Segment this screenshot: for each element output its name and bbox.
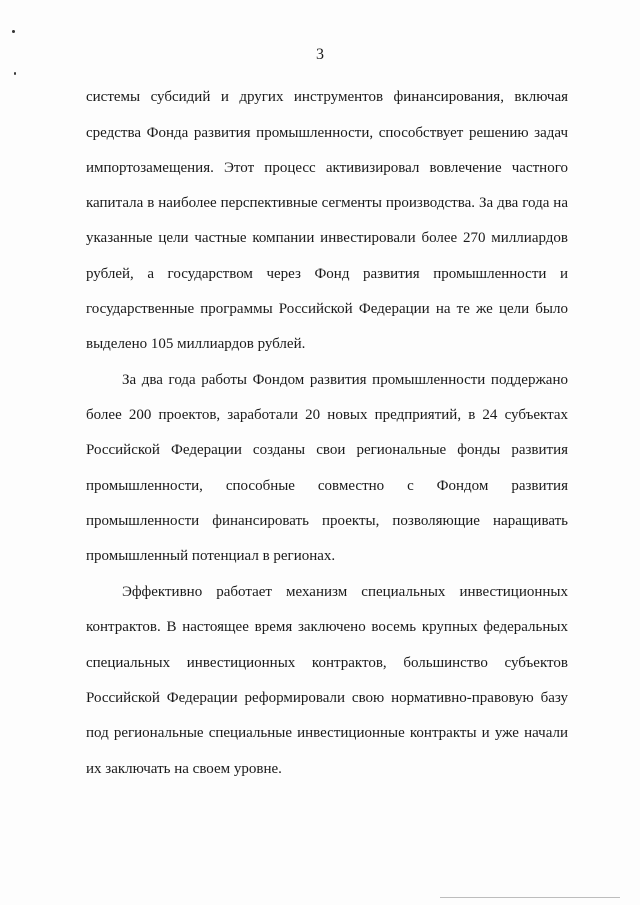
text-line: Российской Федерации созданы свои региональные фонды развития <box>86 442 568 458</box>
text-line: рублей, а государством через Фонд развития промышленности и <box>86 266 568 282</box>
text-line: Эффективно работает механизм специальных инвестиционных <box>122 584 568 600</box>
text-line: системы субсидий и других инструментов финансирования, включая <box>86 89 568 105</box>
scan-artifact-line <box>440 897 620 898</box>
text-line: промышленный потенциал в регионах. <box>86 548 336 564</box>
text-line: их заключать на своем уровне. <box>86 761 282 777</box>
text-line: контрактов. В настоящее время заключено восемь крупных федеральных <box>86 619 568 635</box>
text-line: государственные программы Российской Федерации на те же цели было <box>86 301 568 317</box>
text-line: выделено 105 миллиардов рублей. <box>86 336 306 352</box>
text-line: промышленности, способные совместно с Фондом развития <box>86 478 568 494</box>
text-line: средства Фонда развития промышленности, способствует решению задач <box>86 125 568 141</box>
text-line: импортозамещения. Этот процесс активизировал вовлечение частного <box>86 160 568 176</box>
text-line: За два года работы Фондом развития промышленности поддержано <box>122 372 568 388</box>
scan-speck <box>14 72 16 75</box>
text-line: под региональные специальные инвестиционные контракты и уже начали <box>86 725 568 741</box>
text-line: Российской Федерации реформировали свою нормативно-правовую базу <box>86 690 568 706</box>
text-line: капитала в наиболее перспективные сегменты производства. За два года на <box>86 195 568 211</box>
text-line: специальных инвестиционных контрактов, большинство субъектов <box>86 655 568 671</box>
text-line: более 200 проектов, заработали 20 новых предприятий, в 24 субъектах <box>86 407 568 423</box>
text-line: промышленности финансировать проекты, позволяющие наращивать <box>86 513 568 529</box>
scan-speck <box>12 30 15 33</box>
page-number: 3 <box>316 46 324 63</box>
text-line: указанные цели частные компании инвестировали более 270 миллиардов <box>86 230 568 246</box>
